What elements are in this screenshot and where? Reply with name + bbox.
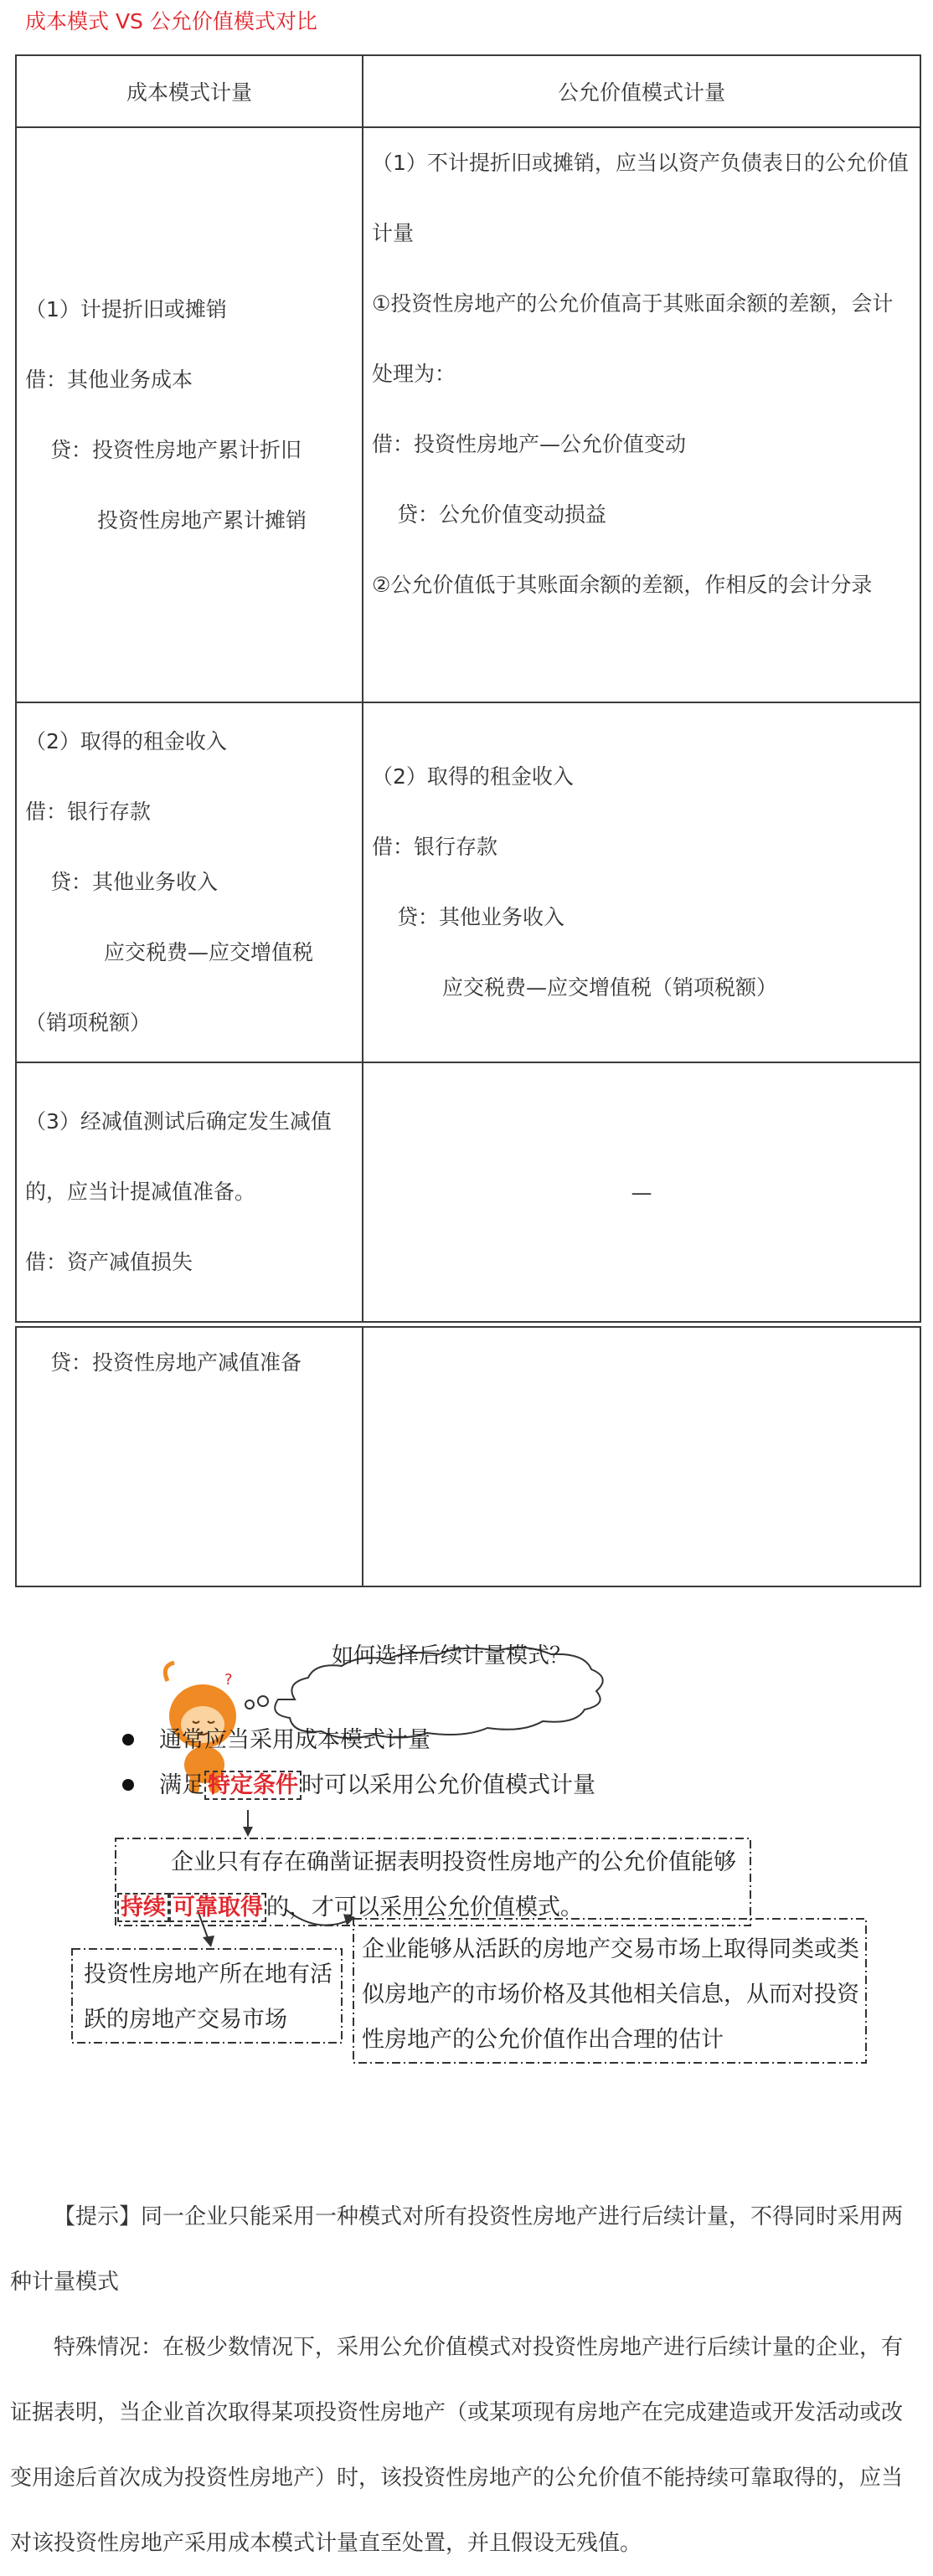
table-row bbox=[16, 1327, 920, 1586]
special-case-paragraph: 特殊情况：在极少数情况下，采用公允价值模式对投资性房地产进行后续计量的企业，有证据表明，当企业首次取得某项投资性房地产（或某项现有房地产在完成建造或开发活动或改变用途后首次成为投资性房地产）时，该投资性房地产的公允价值不能持续可靠取得的，应当对该投资性房地产采用成本模式计量直至处置，并且假设无残值。 bbox=[10, 2335, 904, 2556]
table-cell bbox=[363, 1062, 920, 1322]
cell-line: ①投资性房地产的公允价值高于其账面余额的差额，会计处理为： bbox=[372, 291, 894, 386]
highlight-text: 特定条件 bbox=[204, 1771, 302, 1800]
cell-line: （1）计提折旧或摊销 bbox=[25, 296, 227, 321]
cell-line: 贷：其他业务收入 bbox=[397, 905, 565, 929]
info-box: 企业能够从活跃的房地产交易市场上取得同类或类似房地产的市场价格及其他相关信息，从而对投资性房地产的公允价值作出合理的估计 bbox=[362, 1936, 859, 2053]
market-box: 投资性房地产所在地有活跃的房地产交易市场 bbox=[84, 1962, 332, 2033]
cell-line: （2）取得的租金收入 bbox=[25, 729, 227, 753]
cell-line: 贷：其他业务收入 bbox=[50, 870, 219, 894]
bullet-text: 满足 bbox=[159, 1772, 204, 1798]
condition-box bbox=[117, 1840, 747, 1931]
cell-line: 借：银行存款 bbox=[372, 835, 498, 859]
table-row bbox=[16, 1062, 920, 1322]
cell-line: ②公允价值低于其账面余额的差额，作相反的会计分录 bbox=[372, 573, 873, 597]
cell-line: 借：资产减值损失 bbox=[25, 1250, 193, 1274]
box-text: 的，才可以采用公允价值模式。 bbox=[266, 1895, 583, 1920]
cell-line: 投资性房地产累计摊销 bbox=[97, 507, 307, 532]
table-row bbox=[16, 127, 920, 702]
highlight-text: 持续 bbox=[117, 1893, 169, 1922]
bullet-list bbox=[122, 1718, 595, 1808]
table-cell bbox=[363, 1327, 920, 1586]
cell-line: 借：银行存款 bbox=[25, 800, 152, 824]
page-title: 成本模式 VS 公允价值模式对比 bbox=[25, 9, 317, 33]
table-cell bbox=[16, 1062, 363, 1322]
dash-cell: — bbox=[631, 1180, 652, 1205]
table-row bbox=[16, 702, 920, 1062]
svg-text:?: ? bbox=[224, 1671, 233, 1689]
bubble-question: 如何选择后续计量模式？ bbox=[332, 1643, 572, 1668]
comparison-table bbox=[15, 54, 921, 1587]
box-text: 企业只有存在确凿证据表明投资性房地产的公允价值能够 bbox=[171, 1849, 736, 1875]
table-cell bbox=[16, 127, 363, 702]
cell-line: （3）经减值测试后确定发生减值的，应当计提减值准备。 bbox=[25, 1109, 332, 1204]
header-fair-value-model: 公允价值模式计量 bbox=[363, 55, 920, 127]
bullet-text: 时可以采用公允价值模式计量 bbox=[302, 1772, 595, 1798]
cell-line: 贷：投资性房地产减值准备 bbox=[50, 1350, 302, 1375]
list-item bbox=[122, 1763, 595, 1808]
cell-line: 应交税费—应交增值税（销项税额） bbox=[442, 975, 778, 1000]
cell-line: 贷：公允价值变动损益 bbox=[397, 502, 607, 527]
header-cost-model: 成本模式计量 bbox=[16, 55, 363, 127]
table-cell bbox=[16, 702, 363, 1062]
list-item bbox=[122, 1718, 595, 1763]
cell-line: （2）取得的租金收入 bbox=[372, 764, 574, 789]
bullet-text: 通常应当采用成本模式计量 bbox=[159, 1727, 430, 1753]
highlight-text: 可靠取得 bbox=[169, 1893, 266, 1922]
cell-line: 借：其他业务成本 bbox=[25, 367, 193, 392]
table-cell bbox=[16, 1327, 363, 1586]
cell-line: 借：投资性房地产—公允价值变动 bbox=[372, 432, 687, 456]
cell-line: 应交税费—应交增值税 bbox=[104, 940, 314, 964]
cell-line: 贷：投资性房地产累计折旧 bbox=[50, 437, 302, 462]
table-header-row bbox=[16, 55, 920, 127]
tip-paragraph: 【提示】同一企业只能采用一种模式对所有投资性房地产进行后续计量，不得同时采用两种计量模式 bbox=[10, 2204, 904, 2295]
cell-line: （销项税额） bbox=[25, 1010, 152, 1035]
table-cell bbox=[363, 127, 920, 702]
table-cell bbox=[363, 702, 920, 1062]
cell-line: （1）不计提折旧或摊销，应当以资产负债表日的公允价值计量 bbox=[372, 151, 909, 245]
